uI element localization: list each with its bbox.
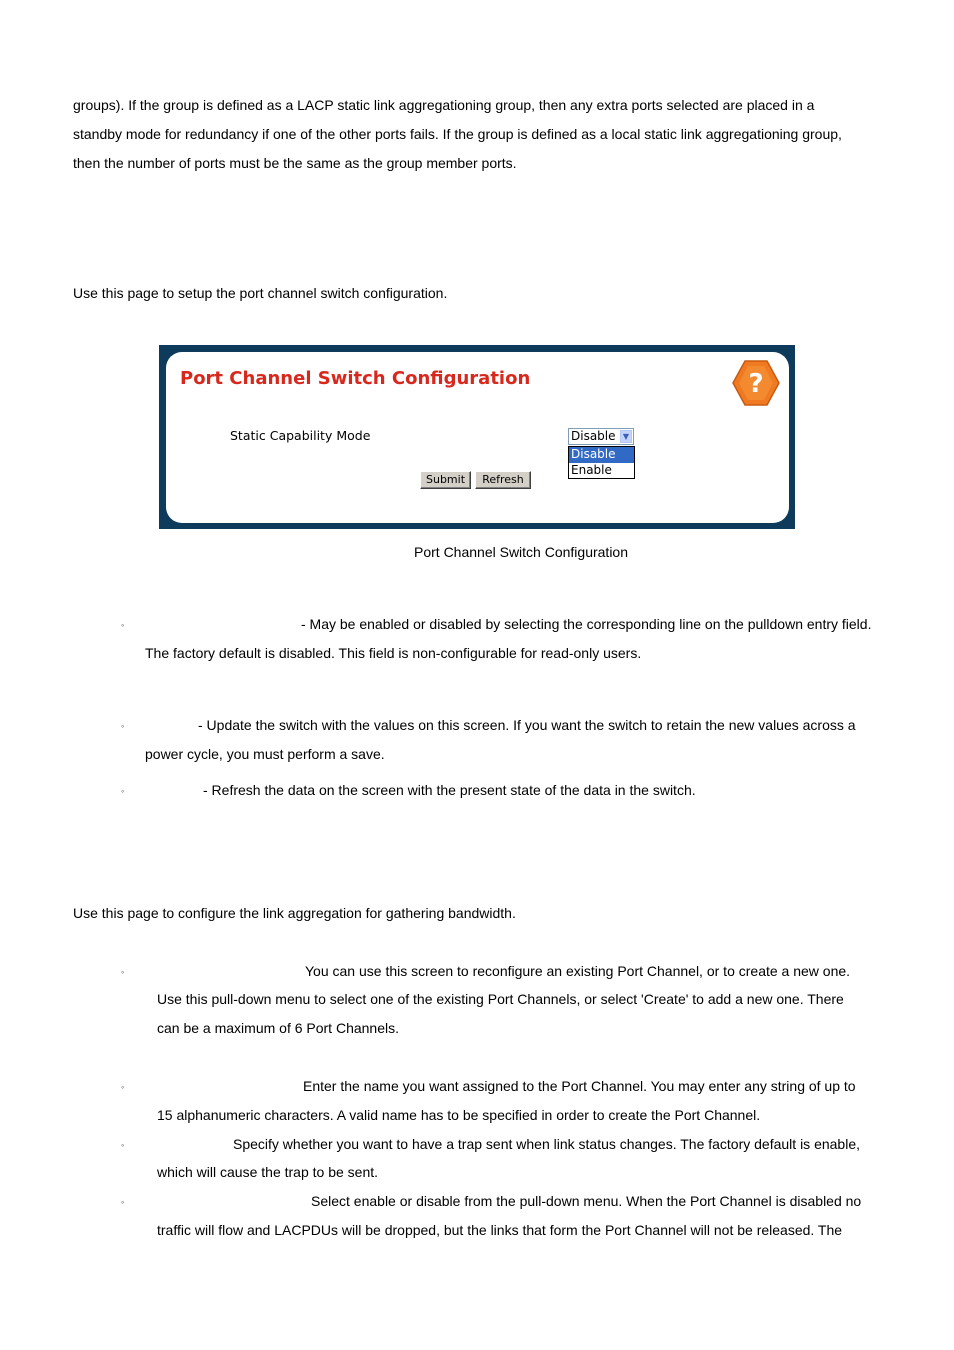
field4-line-1: You can use this screen to reconfigure an existing Port Channel, or to create a new one. <box>305 963 851 979</box>
select-value: Disable <box>571 429 616 443</box>
static-capability-mode-label: Static Capability Mode <box>230 428 371 443</box>
bullet-icon: ◦ <box>121 1197 125 1207</box>
field2-line-2: power cycle, you must perform a save. <box>145 746 385 762</box>
field7-line-2: traffic will flow and LACPDUs will be dropped, but the links that form the Port Channel will not be released. The <box>157 1222 843 1238</box>
field4-line-2: Use this pull-down menu to select one of the existing Port Channels, or select 'Create' to add a new one. There <box>157 991 844 1007</box>
field5-line-2: 15 alphanumeric characters. A valid name has to be specified in order to create the Port Channel. <box>157 1107 761 1123</box>
bullet-icon: ◦ <box>121 620 125 630</box>
field7-line-1: Select enable or disable from the pull-down menu. When the Port Channel is disabled no <box>311 1193 862 1209</box>
field1-line-1: - May be enabled or disabled by selecting the corresponding line on the pulldown entry field. <box>301 616 872 632</box>
bullet-icon: ◦ <box>121 721 125 731</box>
panel-title: Port Channel Switch Configuration <box>180 368 531 389</box>
field4-line-3: can be a maximum of 6 Port Channels. <box>157 1020 400 1036</box>
option-disable[interactable]: Disable <box>569 447 634 463</box>
figure-caption: Port Channel Switch Configuration <box>414 544 629 560</box>
chevron-down-icon[interactable]: ▼ <box>620 430 632 443</box>
field6-line-2: which will cause the trap to be sent. <box>157 1164 379 1180</box>
intro-line-2: standby mode for redundancy if one of the other ports fails. If the group is defined as a local static link aggregationing group, <box>73 126 842 142</box>
field5-line-1: Enter the name you want assigned to the Port Channel. You may enter any string of up to <box>303 1078 856 1094</box>
config-panel <box>166 352 789 523</box>
static-capability-mode-select[interactable] <box>568 428 634 445</box>
config-screenshot <box>159 345 795 529</box>
intro-line-3: then the number of ports must be the same as the group member ports. <box>73 155 517 171</box>
refresh-button[interactable]: Refresh <box>475 471 531 489</box>
submit-button[interactable]: Submit <box>420 471 471 489</box>
bullet-icon: ◦ <box>121 786 125 796</box>
option-enable[interactable]: Enable <box>571 462 612 477</box>
field3-line-1: - Refresh the data on the screen with the present state of the data in the switch. <box>203 782 696 798</box>
field1-line-2: The factory default is disabled. This field is non-configurable for read-only users. <box>145 645 642 661</box>
static-capability-mode-dropdown <box>568 446 635 479</box>
bullet-icon: ◦ <box>121 1140 125 1150</box>
bullet-icon: ◦ <box>121 1082 125 1092</box>
field6-line-1: Specify whether you want to have a trap sent when link status changes. The factory default is enable, <box>233 1136 860 1152</box>
svg-text:?: ? <box>748 369 764 399</box>
field2-line-1: - Update the switch with the values on this screen. If you want the switch to retain the new values across a <box>198 717 856 733</box>
section2-text: Use this page to configure the link aggregation for gathering bandwidth. <box>73 905 516 921</box>
help-icon[interactable] <box>731 358 781 408</box>
bullet-icon: ◦ <box>121 967 125 977</box>
intro-line-1: groups). If the group is defined as a LACP static link aggregationing group, then any extra ports selected are placed in a <box>73 97 815 113</box>
section1-text: Use this page to setup the port channel switch configuration. <box>73 285 448 301</box>
